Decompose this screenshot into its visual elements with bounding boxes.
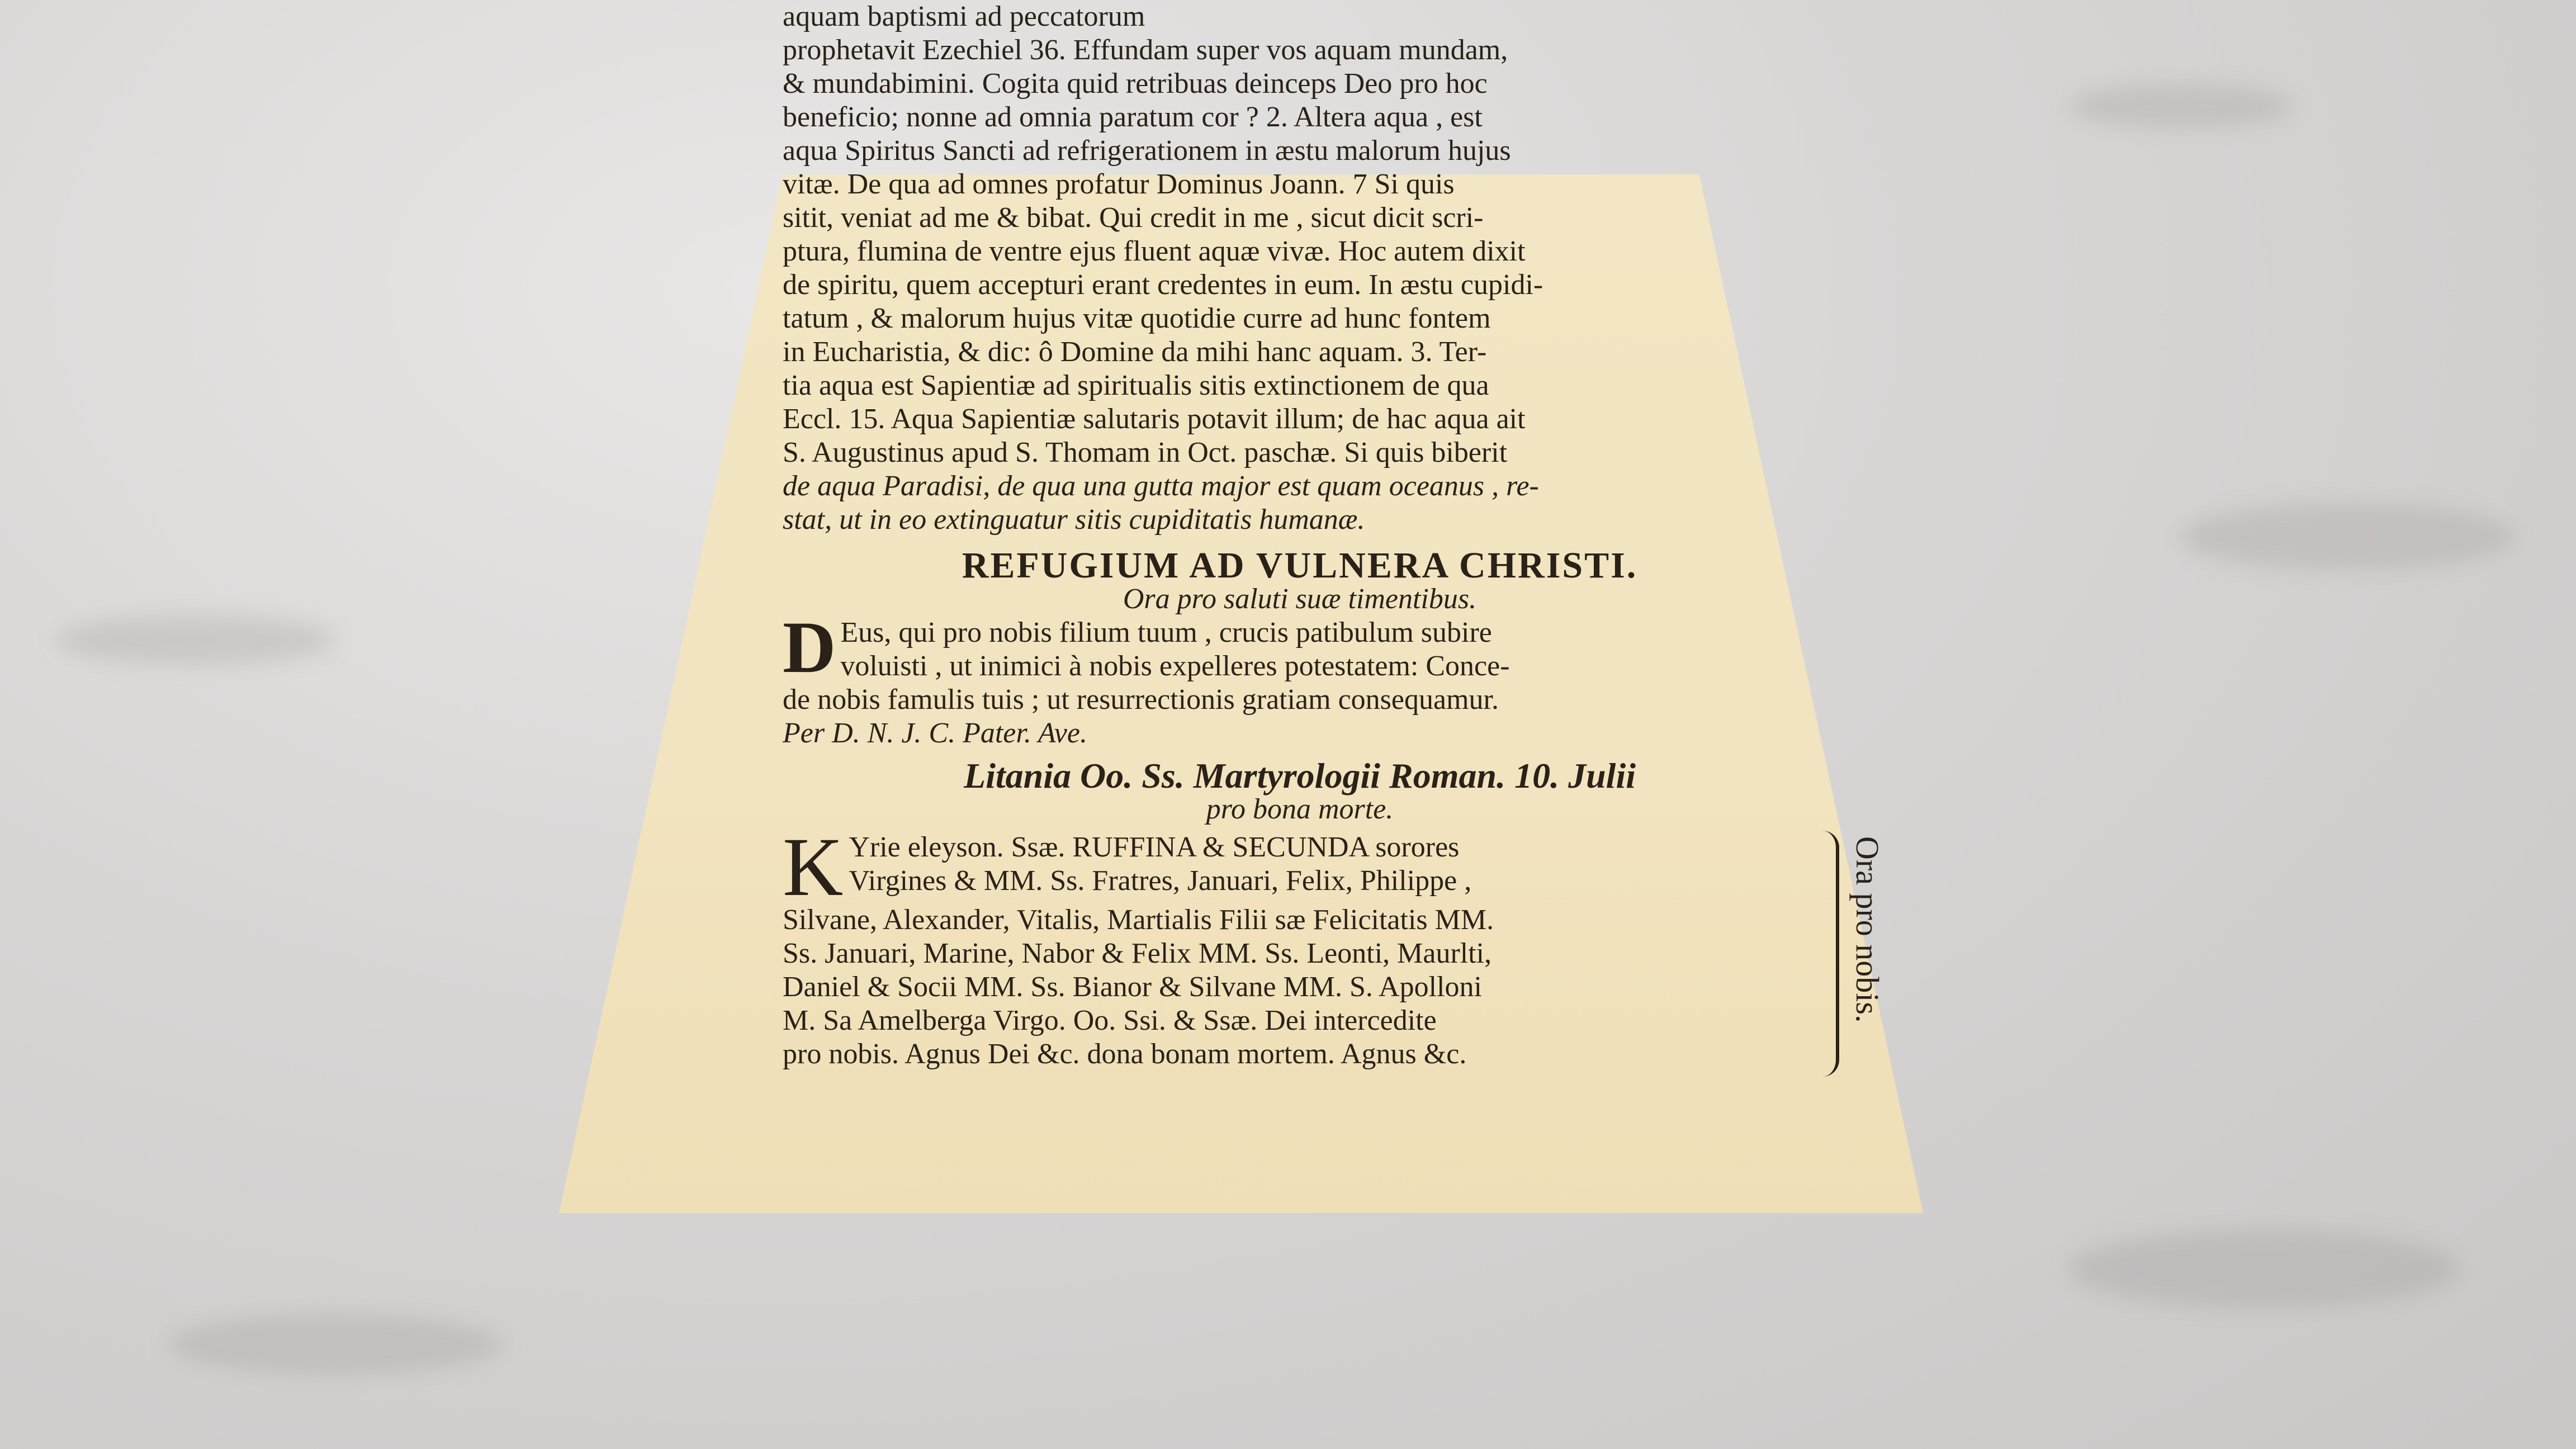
text-line: stat, ut in eo extinguatur sitis cupiditatis humanæ. [783, 504, 1365, 536]
refugium-title: REFUGIUM AD VULNERA CHRISTI. [962, 545, 1638, 586]
marble-vein [168, 1314, 503, 1375]
text-line: Silvane, Alexander, Vitalis, Martialis Filii sæ Felicitatis MM. [783, 904, 1494, 936]
text-line: sitit, veniat ad me & bibat. Qui credit in me , sicut dicit scri- [783, 202, 1484, 234]
text-line: & mundabimini. Cogita quid retribuas deinceps Deo pro hoc [783, 68, 1488, 100]
text-line: M. Sa Amelberga Virgo. Oo. Ssi. & Ssæ. Dei intercedite [783, 1005, 1437, 1036]
text-line: ptura, flumina de ventre ejus fluent aquæ vivæ. Hoc autem dixit [783, 235, 1526, 267]
text-line: tia aqua est Sapientiæ ad spiritualis sitis extinctionem de qua [783, 370, 1489, 401]
text-line: aquam baptismi ad peccatorum [783, 1, 1145, 32]
refugium-prayer [783, 606, 1817, 750]
litania-title: Litania Oo. Ss. Martyrologii Roman. 10. Julii [964, 756, 1636, 795]
brace-mark [1819, 831, 1839, 1077]
text-line: de spiritu, quem accepturi erant credentes in eum. In æstu cupidi- [783, 269, 1543, 301]
text-line: Eccl. 15. Aqua Sapientiæ salutaris potavit illum; de hac aqua ait [783, 403, 1526, 435]
text-line: de nobis famulis tuis ; ut resurrectionis gratiam consequamur. [783, 684, 1499, 716]
marble-vein [2068, 1230, 2460, 1308]
text-line: Yrie eleyson. Ssæ. RUFFINA & SECUNDA sorores [849, 831, 1460, 863]
marble-vein [2180, 503, 2516, 570]
drop-cap-k: K [783, 821, 844, 913]
text-line: Virgines & MM. Ss. Fratres, Januari, Felix, Philippe , [849, 865, 1472, 897]
text-line: prophetavit Ezechiel 36. Effundam super vos aquam mundam, [783, 34, 1508, 66]
text-line: pro nobis. Agnus Dei &c. dona bonam mortem. Agnus &c. [783, 1038, 1467, 1070]
text-line: Eus, qui pro nobis filium tuum , crucis patibulum subire [840, 617, 1492, 648]
text-line: de aqua Paradisi, de qua una gutta major est quam oceanus , re- [783, 470, 1539, 502]
litania-text [783, 821, 1886, 1071]
text-line: S. Augustinus apud S. Thomam in Oct. paschæ. Si quis biberit [783, 437, 1508, 468]
watermark [192, 928, 203, 945]
litania-subtitle: pro bona morte. [1206, 793, 1394, 825]
text-line: Daniel & Socii MM. Ss. Bianor & Silvane MM. S. Apolloni [783, 971, 1482, 1003]
marble-vein [56, 615, 335, 665]
page-text [783, 0, 1886, 1071]
text-line: Ss. Januari, Marine, Nabor & Felix MM. Ss. Leonti, Maurlti, [783, 937, 1492, 969]
text-line: beneficio; nonne ad omnia paratum cor ? 2. Altera aqua , est [783, 101, 1483, 133]
text-line: Per D. N. J. C. Pater. Ave. [783, 717, 1087, 749]
text-line: in Eucharistia, & dic: ô Domine da mihi hanc aquam. 3. Ter- [783, 336, 1487, 368]
refugium-subtitle: Ora pro saluti suæ timentibus. [1123, 583, 1477, 615]
text-line: aqua Spiritus Sancti ad refrigerationem in æstu malorum hujus [783, 135, 1511, 167]
top-paragraph [783, 0, 1817, 537]
text-line: tatum , & malorum hujus vitæ quotidie curre ad hunc fontem [783, 302, 1491, 334]
side-note: Ora pro nobis. [1849, 836, 1886, 1023]
drop-cap-d: D [783, 606, 836, 688]
marble-vein [2068, 84, 2292, 129]
text-line: vitæ. De qua ad omnes profatur Dominus Joann. 7 Si quis [783, 168, 1455, 200]
text-line: voluisti , ut inimici à nobis expelleres potestatem: Conce- [840, 650, 1510, 682]
